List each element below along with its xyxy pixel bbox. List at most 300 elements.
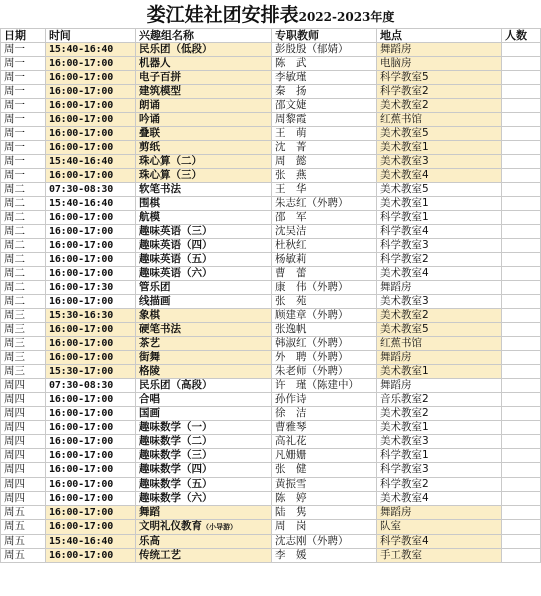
cell-room[interactable] xyxy=(377,407,502,421)
cell-day[interactable] xyxy=(1,435,46,449)
cell-name[interactable] xyxy=(136,449,272,463)
cell-day[interactable] xyxy=(1,71,46,85)
cell-room[interactable] xyxy=(377,477,502,491)
cell-time-text: 16:00-17:00 xyxy=(49,394,114,406)
cell-name[interactable] xyxy=(136,113,272,127)
cell-count[interactable] xyxy=(502,295,541,309)
cell-day[interactable] xyxy=(1,197,46,211)
cell-name-text: 舞蹈 xyxy=(139,505,160,518)
cell-day-text: 周三 xyxy=(4,323,25,336)
cell-name[interactable] xyxy=(136,421,272,435)
cell-room[interactable] xyxy=(377,141,502,155)
cell-count[interactable] xyxy=(502,393,541,407)
cell-count[interactable] xyxy=(502,281,541,295)
cell-teacher-text: 张 苑 xyxy=(275,295,307,308)
cell-time[interactable] xyxy=(46,225,136,239)
cell-name[interactable] xyxy=(136,463,272,477)
cell-day[interactable] xyxy=(1,225,46,239)
cell-time[interactable] xyxy=(46,183,136,197)
cell-name[interactable] xyxy=(136,127,272,141)
cell-name[interactable] xyxy=(136,491,272,505)
cell-day[interactable] xyxy=(1,548,46,562)
cell-time[interactable] xyxy=(46,449,136,463)
cell-teacher[interactable] xyxy=(272,281,377,295)
cell-day[interactable] xyxy=(1,365,46,379)
cell-count[interactable] xyxy=(502,337,541,351)
cell-teacher[interactable] xyxy=(272,351,377,365)
cell-day[interactable] xyxy=(1,57,46,71)
cell-day-text: 周四 xyxy=(4,463,25,476)
table-row xyxy=(1,43,541,57)
cell-time[interactable] xyxy=(46,71,136,85)
cell-room-text: 科学教室4 xyxy=(380,225,429,238)
cell-teacher-text: 徐 洁 xyxy=(275,407,307,420)
cell-teacher[interactable] xyxy=(272,43,377,57)
cell-teacher[interactable] xyxy=(272,449,377,463)
col-header-time[interactable]: 时间 xyxy=(46,29,136,43)
cell-count[interactable] xyxy=(502,379,541,393)
cell-day[interactable] xyxy=(1,169,46,183)
cell-count[interactable] xyxy=(502,548,541,562)
cell-time[interactable] xyxy=(46,85,136,99)
cell-teacher-text: 周 岗 xyxy=(275,520,307,533)
cell-room[interactable] xyxy=(377,365,502,379)
cell-room-text: 科学教室4 xyxy=(380,534,429,547)
cell-time-text: 16:00-17:00 xyxy=(49,506,114,518)
cell-day[interactable] xyxy=(1,421,46,435)
cell-room[interactable] xyxy=(377,197,502,211)
cell-name[interactable] xyxy=(136,435,272,449)
cell-count[interactable] xyxy=(502,449,541,463)
cell-time[interactable] xyxy=(46,534,136,548)
cell-room[interactable] xyxy=(377,337,502,351)
cell-time-text: 16:00-17:00 xyxy=(49,549,114,561)
cell-name-text: 围棋 xyxy=(139,197,160,210)
cell-time[interactable] xyxy=(46,99,136,113)
cell-room[interactable] xyxy=(377,351,502,365)
cell-day-text: 周四 xyxy=(4,421,25,434)
cell-time[interactable] xyxy=(46,407,136,421)
cell-name[interactable] xyxy=(136,239,272,253)
cell-name-text: 机器人 xyxy=(139,57,171,70)
cell-room[interactable] xyxy=(377,43,502,57)
cell-room[interactable] xyxy=(377,169,502,183)
table-row xyxy=(1,393,541,407)
cell-room[interactable] xyxy=(377,323,502,337)
cell-room[interactable] xyxy=(377,548,502,562)
cell-teacher[interactable] xyxy=(272,239,377,253)
cell-count[interactable] xyxy=(502,197,541,211)
cell-name[interactable] xyxy=(136,337,272,351)
cell-day[interactable] xyxy=(1,379,46,393)
cell-day[interactable] xyxy=(1,463,46,477)
cell-name[interactable] xyxy=(136,141,272,155)
cell-teacher[interactable] xyxy=(272,407,377,421)
cell-name-text: 趣味数学（五） xyxy=(139,477,213,490)
cell-teacher[interactable] xyxy=(272,57,377,71)
cell-name-text: 珠心算（二） xyxy=(139,155,202,168)
cell-room-text: 舞蹈房 xyxy=(380,43,412,56)
cell-teacher[interactable] xyxy=(272,267,377,281)
cell-time[interactable] xyxy=(46,169,136,183)
cell-name-text: 趣味数学（二） xyxy=(139,435,213,448)
cell-name[interactable] xyxy=(136,99,272,113)
cell-room[interactable] xyxy=(377,225,502,239)
cell-name-text: 趣味英语（三） xyxy=(139,225,213,238)
cell-day[interactable] xyxy=(1,113,46,127)
cell-teacher[interactable] xyxy=(272,491,377,505)
cell-day[interactable] xyxy=(1,337,46,351)
cell-count[interactable] xyxy=(502,463,541,477)
cell-name[interactable] xyxy=(136,211,272,225)
cell-teacher[interactable] xyxy=(272,113,377,127)
cell-teacher-text: 许 瑾（陈建中） xyxy=(275,379,359,392)
cell-teacher[interactable] xyxy=(272,505,377,519)
col-header-day[interactable]: 日期 xyxy=(1,29,46,43)
cell-room-text: 舞蹈房 xyxy=(380,505,412,518)
cell-teacher[interactable] xyxy=(272,309,377,323)
cell-day[interactable] xyxy=(1,519,46,534)
cell-room[interactable] xyxy=(377,491,502,505)
cell-room[interactable] xyxy=(377,127,502,141)
cell-room-text: 科学教室2 xyxy=(380,477,429,490)
cell-day-text: 周四 xyxy=(4,393,25,406)
cell-day-text: 周一 xyxy=(4,141,25,154)
cell-day-text: 周一 xyxy=(4,155,25,168)
cell-count[interactable] xyxy=(502,99,541,113)
cell-teacher-text: 黄振雪 xyxy=(275,477,307,490)
cell-room[interactable] xyxy=(377,309,502,323)
cell-count[interactable] xyxy=(502,141,541,155)
cell-teacher[interactable] xyxy=(272,365,377,379)
cell-time[interactable] xyxy=(46,435,136,449)
cell-time[interactable] xyxy=(46,548,136,562)
cell-name[interactable] xyxy=(136,477,272,491)
col-header-teacher[interactable]: 专职教师 xyxy=(272,29,377,43)
cell-time[interactable] xyxy=(46,43,136,57)
cell-room[interactable] xyxy=(377,57,502,71)
cell-time[interactable] xyxy=(46,351,136,365)
cell-count[interactable] xyxy=(502,435,541,449)
cell-room-text: 科学教室2 xyxy=(380,85,429,98)
cell-room[interactable] xyxy=(377,113,502,127)
cell-day-text: 周一 xyxy=(4,99,25,112)
cell-time[interactable] xyxy=(46,379,136,393)
cell-count[interactable] xyxy=(502,534,541,548)
cell-teacher[interactable] xyxy=(272,169,377,183)
cell-room[interactable] xyxy=(377,519,502,534)
cell-teacher[interactable] xyxy=(272,435,377,449)
cell-time[interactable] xyxy=(46,337,136,351)
cell-time-text: 07:30-08:30 xyxy=(49,380,114,392)
cell-count[interactable] xyxy=(502,155,541,169)
table-row xyxy=(1,379,541,393)
cell-count[interactable] xyxy=(502,491,541,505)
cell-count[interactable] xyxy=(502,351,541,365)
cell-room-text: 科学教室3 xyxy=(380,239,429,252)
cell-room-text: 电脑房 xyxy=(380,57,412,70)
cell-name[interactable] xyxy=(136,505,272,519)
cell-name[interactable] xyxy=(136,295,272,309)
cell-teacher[interactable] xyxy=(272,421,377,435)
cell-teacher[interactable] xyxy=(272,323,377,337)
cell-teacher-text: 陆 隽 xyxy=(275,505,307,518)
cell-room[interactable] xyxy=(377,155,502,169)
cell-time-text: 16:00-17:00 xyxy=(49,142,114,154)
cell-day[interactable] xyxy=(1,309,46,323)
cell-name[interactable] xyxy=(136,379,272,393)
cell-day[interactable] xyxy=(1,491,46,505)
cell-time[interactable] xyxy=(46,57,136,71)
cell-count[interactable] xyxy=(502,323,541,337)
cell-count[interactable] xyxy=(502,57,541,71)
cell-name[interactable] xyxy=(136,71,272,85)
cell-time[interactable] xyxy=(46,211,136,225)
cell-count[interactable] xyxy=(502,71,541,85)
cell-room-text: 美术教室5 xyxy=(380,323,429,336)
cell-teacher[interactable] xyxy=(272,295,377,309)
cell-count[interactable] xyxy=(502,477,541,491)
cell-teacher[interactable] xyxy=(272,99,377,113)
cell-time-text: 15:30-16:30 xyxy=(49,310,114,322)
cell-name[interactable] xyxy=(136,267,272,281)
cell-time[interactable] xyxy=(46,281,136,295)
cell-time[interactable] xyxy=(46,141,136,155)
cell-name[interactable] xyxy=(136,407,272,421)
cell-teacher-text: 杨敏莉 xyxy=(275,253,307,266)
cell-name[interactable] xyxy=(136,548,272,562)
cell-room[interactable] xyxy=(377,267,502,281)
cell-room[interactable] xyxy=(377,253,502,267)
cell-name[interactable] xyxy=(136,281,272,295)
cell-day-text: 周四 xyxy=(4,449,25,462)
cell-room[interactable] xyxy=(377,463,502,477)
cell-name-text: 趣味英语（五） xyxy=(139,253,213,266)
cell-room[interactable] xyxy=(377,85,502,99)
cell-day[interactable] xyxy=(1,253,46,267)
cell-time[interactable] xyxy=(46,519,136,534)
cell-day[interactable] xyxy=(1,295,46,309)
cell-name[interactable] xyxy=(136,85,272,99)
cell-day-text: 周三 xyxy=(4,351,25,364)
cell-day-text: 周一 xyxy=(4,43,25,56)
cell-day[interactable] xyxy=(1,393,46,407)
cell-count[interactable] xyxy=(502,519,541,534)
cell-time[interactable] xyxy=(46,239,136,253)
cell-name[interactable] xyxy=(136,519,272,534)
cell-name[interactable] xyxy=(136,155,272,169)
cell-name-text: 趣味数学（三） xyxy=(139,449,213,462)
cell-name[interactable] xyxy=(136,365,272,379)
cell-count[interactable] xyxy=(502,505,541,519)
cell-name[interactable] xyxy=(136,393,272,407)
cell-room[interactable] xyxy=(377,295,502,309)
cell-day-text: 周四 xyxy=(4,477,25,490)
table-row xyxy=(1,407,541,421)
cell-time[interactable] xyxy=(46,127,136,141)
cell-day[interactable] xyxy=(1,407,46,421)
cell-time-text: 16:00-17:00 xyxy=(49,478,114,490)
table-row xyxy=(1,337,541,351)
cell-count[interactable] xyxy=(502,113,541,127)
cell-time-text: 16:00-17:00 xyxy=(49,464,114,476)
table-row xyxy=(1,239,541,253)
cell-count[interactable] xyxy=(502,253,541,267)
cell-teacher[interactable] xyxy=(272,253,377,267)
cell-count[interactable] xyxy=(502,85,541,99)
cell-name[interactable] xyxy=(136,253,272,267)
cell-time[interactable] xyxy=(46,267,136,281)
cell-day-text: 周二 xyxy=(4,183,25,196)
cell-day[interactable] xyxy=(1,323,46,337)
cell-name[interactable] xyxy=(136,197,272,211)
cell-name[interactable] xyxy=(136,225,272,239)
cell-room-text: 美术教室5 xyxy=(380,183,429,196)
cell-room[interactable] xyxy=(377,281,502,295)
cell-count[interactable] xyxy=(502,365,541,379)
cell-time[interactable] xyxy=(46,477,136,491)
cell-count[interactable] xyxy=(502,127,541,141)
cell-room[interactable] xyxy=(377,99,502,113)
cell-teacher[interactable] xyxy=(272,141,377,155)
cell-room[interactable] xyxy=(377,71,502,85)
cell-teacher[interactable] xyxy=(272,379,377,393)
cell-day[interactable] xyxy=(1,351,46,365)
cell-teacher[interactable] xyxy=(272,548,377,562)
cell-count[interactable] xyxy=(502,169,541,183)
cell-time[interactable] xyxy=(46,323,136,337)
cell-time[interactable] xyxy=(46,155,136,169)
cell-room[interactable] xyxy=(377,534,502,548)
cell-day[interactable] xyxy=(1,99,46,113)
cell-room[interactable] xyxy=(377,421,502,435)
cell-time[interactable] xyxy=(46,365,136,379)
cell-name[interactable] xyxy=(136,183,272,197)
cell-time[interactable] xyxy=(46,463,136,477)
cell-teacher[interactable] xyxy=(272,393,377,407)
table-row xyxy=(1,534,541,548)
cell-teacher-text: 张 健 xyxy=(275,463,307,476)
cell-count[interactable] xyxy=(502,183,541,197)
cell-day[interactable] xyxy=(1,43,46,57)
cell-day[interactable] xyxy=(1,183,46,197)
cell-teacher-text: 朱老师（外聘） xyxy=(275,365,349,378)
cell-room[interactable] xyxy=(377,435,502,449)
col-header-count[interactable]: 人数 xyxy=(502,29,541,43)
cell-day[interactable] xyxy=(1,267,46,281)
cell-day-text: 周四 xyxy=(4,491,25,504)
cell-room-text: 科学教室5 xyxy=(380,71,429,84)
cell-time-text: 16:00-17:00 xyxy=(49,100,114,112)
cell-teacher[interactable] xyxy=(272,183,377,197)
cell-day[interactable] xyxy=(1,155,46,169)
cell-room-text: 科学教室1 xyxy=(380,449,429,462)
cell-name[interactable] xyxy=(136,323,272,337)
cell-name[interactable] xyxy=(136,351,272,365)
cell-room[interactable] xyxy=(377,183,502,197)
cell-teacher[interactable] xyxy=(272,225,377,239)
cell-room[interactable] xyxy=(377,449,502,463)
cell-count[interactable] xyxy=(502,267,541,281)
cell-time[interactable] xyxy=(46,295,136,309)
cell-teacher[interactable] xyxy=(272,211,377,225)
cell-day[interactable] xyxy=(1,85,46,99)
cell-room[interactable] xyxy=(377,211,502,225)
cell-day[interactable] xyxy=(1,141,46,155)
cell-day[interactable] xyxy=(1,477,46,491)
cell-teacher-text: 朱志红（外聘） xyxy=(275,197,349,210)
cell-name[interactable] xyxy=(136,169,272,183)
cell-day-text: 周二 xyxy=(4,267,25,280)
cell-day[interactable] xyxy=(1,281,46,295)
cell-time-text: 16:00-17:00 xyxy=(49,114,114,126)
cell-teacher[interactable] xyxy=(272,127,377,141)
cell-room-text: 舞蹈房 xyxy=(380,379,412,392)
cell-name-text: 街舞 xyxy=(139,351,160,364)
cell-time[interactable] xyxy=(46,113,136,127)
cell-day[interactable] xyxy=(1,211,46,225)
cell-name[interactable] xyxy=(136,43,272,57)
cell-day[interactable] xyxy=(1,534,46,548)
cell-count[interactable] xyxy=(502,225,541,239)
cell-time[interactable] xyxy=(46,505,136,519)
cell-teacher[interactable] xyxy=(272,337,377,351)
cell-day[interactable] xyxy=(1,239,46,253)
cell-time[interactable] xyxy=(46,197,136,211)
cell-time[interactable] xyxy=(46,309,136,323)
cell-time[interactable] xyxy=(46,421,136,435)
cell-count[interactable] xyxy=(502,43,541,57)
cell-name[interactable] xyxy=(136,57,272,71)
cell-room[interactable] xyxy=(377,505,502,519)
cell-name[interactable] xyxy=(136,309,272,323)
cell-teacher[interactable] xyxy=(272,477,377,491)
cell-teacher[interactable] xyxy=(272,519,377,534)
table-row xyxy=(1,183,541,197)
table-row xyxy=(1,71,541,85)
cell-room[interactable] xyxy=(377,239,502,253)
cell-room[interactable] xyxy=(377,379,502,393)
cell-count[interactable] xyxy=(502,421,541,435)
cell-day-text: 周五 xyxy=(4,520,25,533)
cell-teacher[interactable] xyxy=(272,534,377,548)
table-row xyxy=(1,477,541,491)
cell-count[interactable] xyxy=(502,309,541,323)
cell-teacher[interactable] xyxy=(272,155,377,169)
cell-name-text: 传统工艺 xyxy=(139,548,181,561)
cell-teacher[interactable] xyxy=(272,463,377,477)
cell-teacher[interactable] xyxy=(272,197,377,211)
cell-day[interactable] xyxy=(1,505,46,519)
col-header-room[interactable]: 地点 xyxy=(377,29,502,43)
cell-count[interactable] xyxy=(502,211,541,225)
cell-time[interactable] xyxy=(46,253,136,267)
cell-count[interactable] xyxy=(502,407,541,421)
cell-teacher[interactable] xyxy=(272,85,377,99)
cell-teacher[interactable] xyxy=(272,71,377,85)
cell-time[interactable] xyxy=(46,491,136,505)
col-header-name[interactable]: 兴趣组名称 xyxy=(136,29,272,43)
cell-teacher-text: 康 伟（外聘） xyxy=(275,281,349,294)
cell-day[interactable] xyxy=(1,449,46,463)
cell-room[interactable] xyxy=(377,393,502,407)
cell-name-text: 合唱 xyxy=(139,393,160,406)
cell-time[interactable] xyxy=(46,393,136,407)
cell-name[interactable] xyxy=(136,534,272,548)
cell-day[interactable] xyxy=(1,127,46,141)
cell-day-text: 周二 xyxy=(4,253,25,266)
cell-count[interactable] xyxy=(502,239,541,253)
